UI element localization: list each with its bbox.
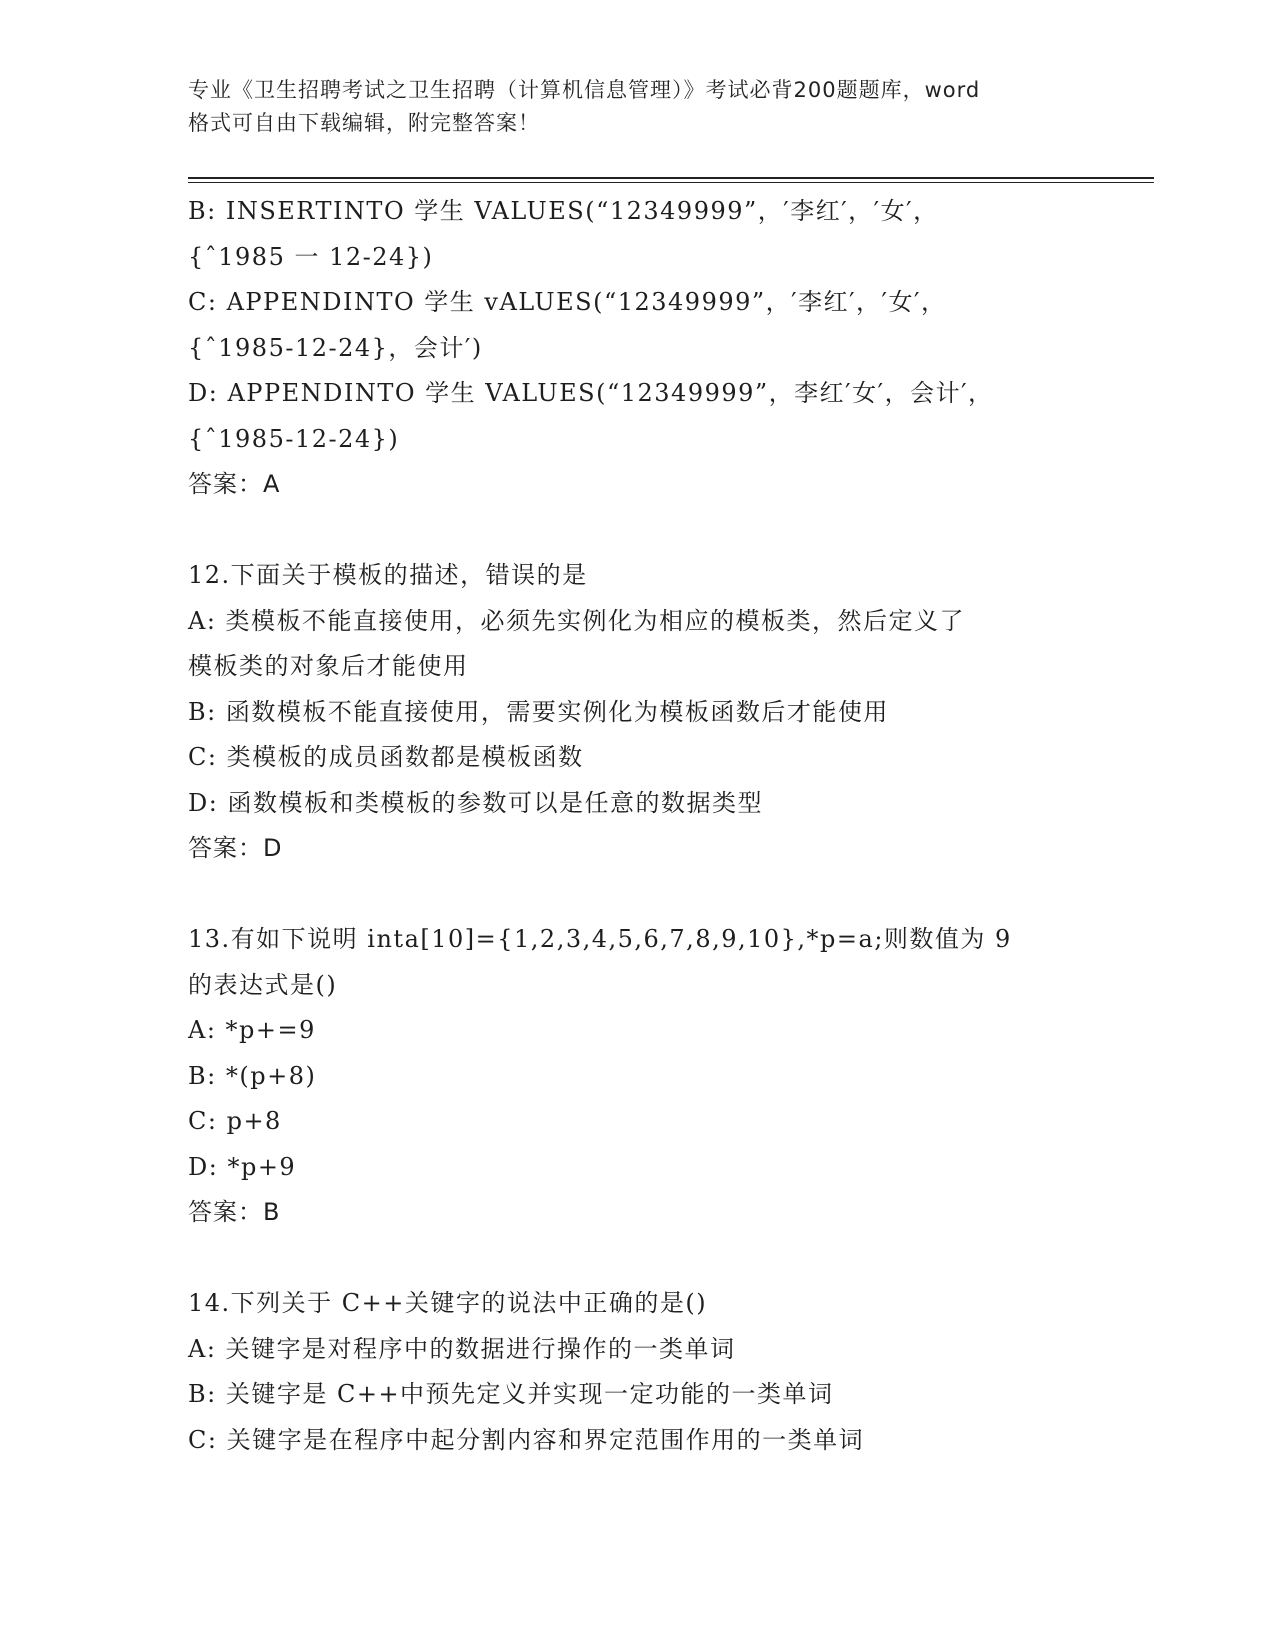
question-spacer xyxy=(188,872,1088,918)
option-c-line-1: C: APPENDINTO 学生 vALUES(“12349999”，′李红′，′女′， xyxy=(188,288,947,316)
question-stem-line-2: 的表达式是() xyxy=(188,970,338,999)
option-d-line-2: {ˆ1985-12-24}) xyxy=(188,424,400,453)
question-spacer xyxy=(188,1236,1088,1282)
option-b-line-2: {ˆ1985 一 12-24}) xyxy=(188,242,434,271)
option-b: B: 函数模板不能直接使用，需要实例化为模板函数后才能使用 xyxy=(188,697,889,726)
answer-label: 答案：A xyxy=(188,470,281,498)
question-stem-line-1: 13.有如下说明 inta[10]={1,2,3,4,5,6,7,8,9,10},*p=a;则数值为 9 xyxy=(188,925,1012,953)
option-c: C: p+8 xyxy=(188,1107,282,1135)
answer-label: 答案：B xyxy=(188,1198,281,1226)
question-13 xyxy=(188,917,1088,1236)
option-c-line-2: {ˆ1985-12-24}，会计′) xyxy=(188,333,483,362)
question-list xyxy=(188,189,1088,1463)
option-a: A: 关键字是对程序中的数据进行操作的一类单词 xyxy=(188,1334,736,1363)
option-d: D: *p+9 xyxy=(188,1152,297,1181)
document-header xyxy=(188,74,1088,140)
question-14 xyxy=(188,1281,1088,1463)
option-a-line-2: 模板类的对象后才能使用 xyxy=(188,652,469,680)
option-a-line-1: A: 类模板不能直接使用，必须先实例化为相应的模板类，然后定义了 xyxy=(188,606,966,635)
question-11-tail xyxy=(188,189,1088,508)
option-a: A: *p+=9 xyxy=(188,1016,316,1044)
answer-label: 答案：D xyxy=(188,834,283,862)
option-c: C: 关键字是在程序中起分割内容和界定范围作用的一类单词 xyxy=(188,1425,865,1454)
header-divider xyxy=(188,177,1154,183)
question-stem: 14.下列关于 C++关键字的说法中正确的是() xyxy=(188,1289,708,1317)
question-12 xyxy=(188,553,1088,872)
header-title-line-1: 专业《卫生招聘考试之卫生招聘（计算机信息管理）》考试必背200题题库，word xyxy=(188,78,981,102)
option-b: B: *(p+8) xyxy=(188,1061,317,1090)
option-b-line-1: B: INSERTINTO 学生 VALUES(“12349999”，′李红′，′女′， xyxy=(188,197,939,225)
question-spacer xyxy=(188,508,1088,554)
question-stem: 12.下面关于模板的描述，错误的是 xyxy=(188,561,588,589)
option-b: B: 关键字是 C++中预先定义并实现一定功能的一类单词 xyxy=(188,1380,834,1408)
header-title-line-2: 格式可自由下载编辑，附完整答案！ xyxy=(188,111,540,135)
option-c: C: 类模板的成员函数都是模板函数 xyxy=(188,743,584,771)
option-d: D: 函数模板和类模板的参数可以是任意的数据类型 xyxy=(188,788,763,817)
option-d-line-1: D: APPENDINTO 学生 VALUES(“12349999”，李红′女′，会计′， xyxy=(188,379,994,407)
